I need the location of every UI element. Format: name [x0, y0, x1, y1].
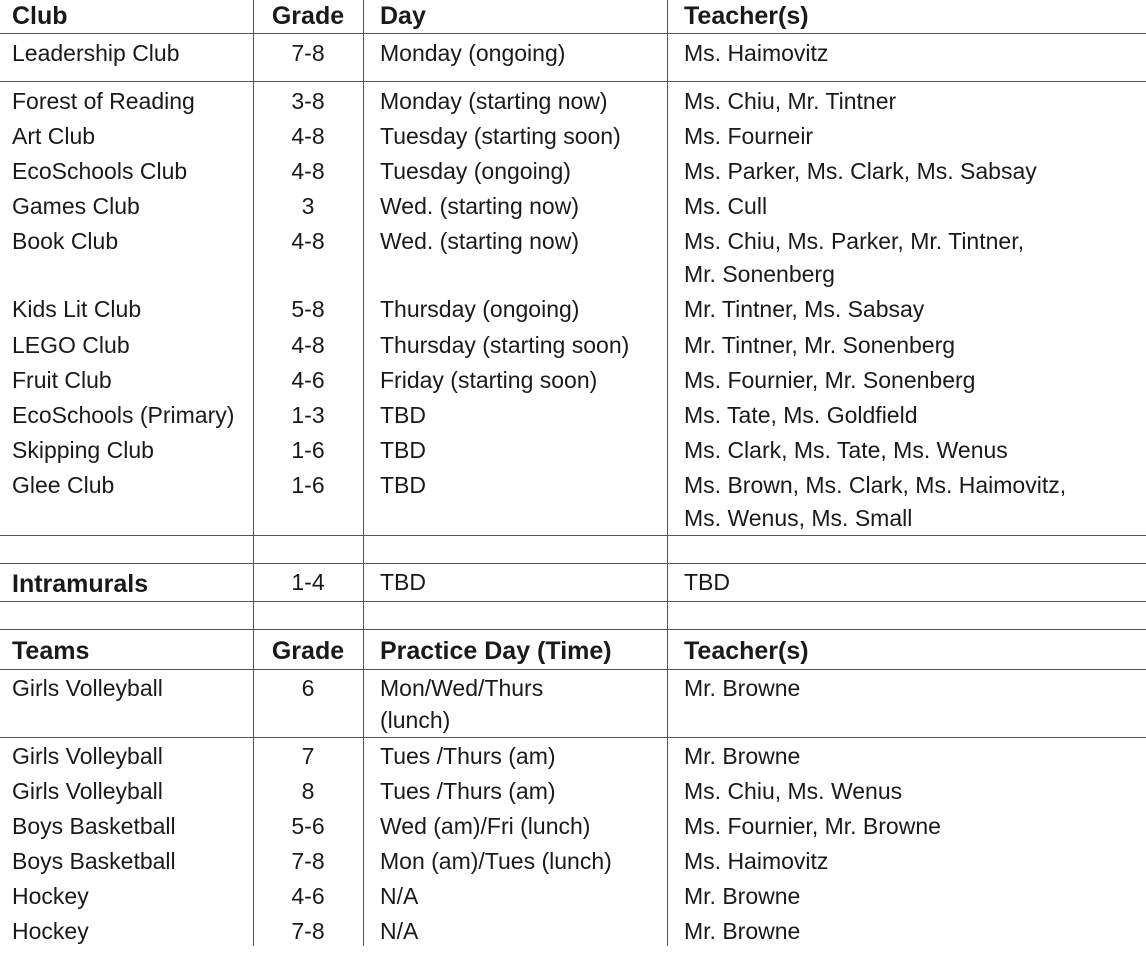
club-name: Forest of Reading [12, 88, 195, 114]
club-grade: 1-3 [291, 402, 325, 428]
team-name: Girls Volleyball [12, 743, 163, 769]
club-day: Monday (ongoing) [380, 40, 566, 66]
club-grade: 3 [301, 193, 315, 219]
club-teacher: Mr. Tintner, Ms. Sabsay [684, 296, 925, 322]
intramurals-teacher: TBD [684, 569, 730, 595]
intramurals-day: TBD [380, 569, 426, 595]
row-divider [0, 629, 1146, 630]
club-teacher: Ms. Cull [684, 193, 768, 219]
header-teacher: Teacher(s) [684, 2, 809, 30]
club-teacher: Ms. Chiu, Ms. Parker, Mr. Tintner, [684, 228, 1024, 254]
club-day: TBD [380, 472, 426, 498]
club-name: LEGO Club [12, 332, 130, 358]
row-divider [0, 535, 1146, 536]
club-grade: 1-6 [291, 437, 325, 463]
row-divider [0, 33, 1146, 34]
club-grade: 3-8 [291, 88, 325, 114]
club-name: Kids Lit Club [12, 296, 142, 322]
team-grade: 7-8 [291, 848, 325, 874]
row-divider [0, 601, 1146, 602]
team-grade: 7-8 [291, 918, 325, 944]
club-grade: 4-6 [291, 367, 325, 393]
row-divider [0, 737, 1146, 738]
club-day: TBD [380, 437, 426, 463]
club-teacher-continued: Mr. Sonenberg [684, 261, 835, 287]
club-name: Skipping Club [12, 437, 154, 463]
team-name: Boys Basketball [12, 813, 176, 839]
col-divider [667, 0, 668, 946]
row-divider [0, 81, 1146, 82]
col-divider [363, 0, 364, 946]
header-grade: Grade [271, 2, 345, 30]
team-grade: 6 [301, 675, 315, 701]
team-grade: 7 [301, 743, 315, 769]
club-grade: 4-8 [291, 158, 325, 184]
team-name: Hockey [12, 918, 89, 944]
club-teacher: Ms. Haimovitz [684, 40, 829, 66]
intramurals-name: Intramurals [12, 570, 149, 598]
club-day: Monday (starting now) [380, 88, 608, 114]
club-teacher: Ms. Tate, Ms. Goldfield [684, 402, 918, 428]
club-name: EcoSchools Club [12, 158, 188, 184]
header-day: Day [380, 2, 426, 30]
header-practice-day: Practice Day (Time) [380, 637, 612, 665]
club-teacher-continued: Ms. Wenus, Ms. Small [684, 505, 913, 531]
team-day: Tues /Thurs (am) [380, 778, 556, 804]
club-grade: 1-6 [291, 472, 325, 498]
team-teacher: Ms. Haimovitz [684, 848, 829, 874]
team-teacher: Mr. Browne [684, 743, 801, 769]
team-name: Girls Volleyball [12, 675, 163, 701]
club-day: Tuesday (starting soon) [380, 123, 621, 149]
club-grade: 4-8 [291, 228, 325, 254]
header-club: Club [12, 2, 68, 30]
team-teacher: Ms. Fournier, Mr. Browne [684, 813, 941, 839]
club-name: Fruit Club [12, 367, 112, 393]
team-name: Boys Basketball [12, 848, 176, 874]
team-grade: 8 [301, 778, 315, 804]
team-teacher: Mr. Browne [684, 918, 801, 944]
club-teacher: Ms. Brown, Ms. Clark, Ms. Haimovitz, [684, 472, 1067, 498]
club-name: Glee Club [12, 472, 115, 498]
team-day: Mon (am)/Tues (lunch) [380, 848, 612, 874]
club-grade: 5-8 [291, 296, 325, 322]
team-name: Hockey [12, 883, 89, 909]
club-teacher: Mr. Tintner, Mr. Sonenberg [684, 332, 956, 358]
club-day: Tuesday (ongoing) [380, 158, 571, 184]
row-divider [0, 669, 1146, 670]
club-day: TBD [380, 402, 426, 428]
team-name: Girls Volleyball [12, 778, 163, 804]
team-teacher: Mr. Browne [684, 675, 801, 701]
team-day: Wed (am)/Fri (lunch) [380, 813, 591, 839]
club-name: Games Club [12, 193, 140, 219]
header-teacher: Teacher(s) [684, 637, 809, 665]
club-teacher: Ms. Fourneir [684, 123, 814, 149]
club-grade: 7-8 [291, 40, 325, 66]
club-teacher: Ms. Chiu, Mr. Tintner [684, 88, 897, 114]
team-day: Mon/Wed/Thurs [380, 675, 544, 701]
club-day: Thursday (ongoing) [380, 296, 580, 322]
club-name: Book Club [12, 228, 119, 254]
club-name: EcoSchools (Primary) [12, 402, 235, 428]
club-teacher: Ms. Parker, Ms. Clark, Ms. Sabsay [684, 158, 1037, 184]
club-day: Wed. (starting now) [380, 228, 579, 254]
team-teacher: Ms. Chiu, Ms. Wenus [684, 778, 903, 804]
club-grade: 4-8 [291, 332, 325, 358]
team-grade: 4-6 [291, 883, 325, 909]
club-day: Wed. (starting now) [380, 193, 579, 219]
club-day: Friday (starting soon) [380, 367, 598, 393]
club-teacher: Ms. Clark, Ms. Tate, Ms. Wenus [684, 437, 1008, 463]
club-grade: 4-8 [291, 123, 325, 149]
team-day: N/A [380, 883, 419, 909]
header-team: Teams [12, 637, 90, 665]
team-teacher: Mr. Browne [684, 883, 801, 909]
header-grade: Grade [271, 637, 345, 665]
team-day-continued: (lunch) [380, 707, 451, 733]
intramurals-grade: 1-4 [291, 569, 325, 595]
club-teacher: Ms. Fournier, Mr. Sonenberg [684, 367, 976, 393]
club-name: Leadership Club [12, 40, 180, 66]
team-day: N/A [380, 918, 419, 944]
row-divider [0, 563, 1146, 564]
club-day: Thursday (starting soon) [380, 332, 630, 358]
team-day: Tues /Thurs (am) [380, 743, 556, 769]
club-name: Art Club [12, 123, 96, 149]
team-grade: 5-6 [291, 813, 325, 839]
